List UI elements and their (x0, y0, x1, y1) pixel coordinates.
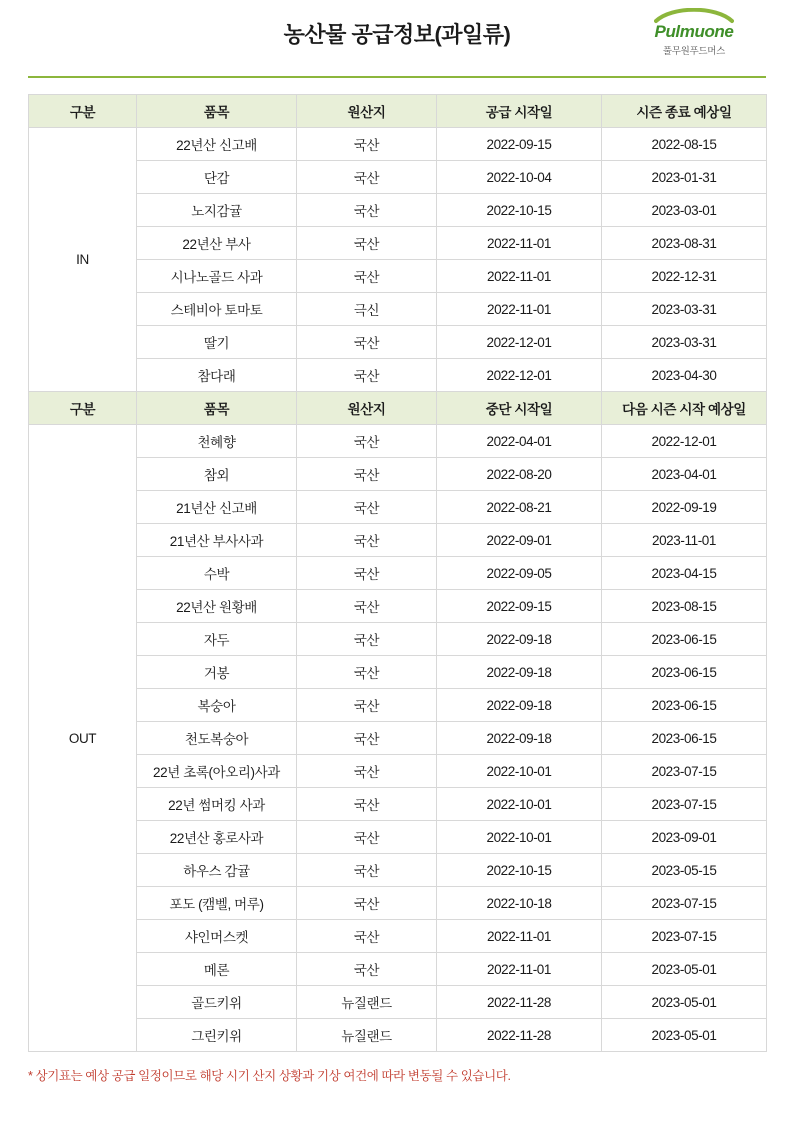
table-row (29, 953, 767, 986)
date-start-cell: 2022-11-01 (437, 227, 602, 260)
origin-cell: 국산 (297, 128, 437, 161)
origin-cell: 국산 (297, 788, 437, 821)
item-cell: 천혜향 (137, 425, 297, 458)
origin-cell: 뉴질랜드 (297, 1019, 437, 1052)
date-end-cell: 2022-08-15 (602, 128, 767, 161)
date-start-cell: 2022-10-01 (437, 821, 602, 854)
column-header: 품목 (137, 392, 297, 425)
date-end-cell: 2023-03-31 (602, 326, 767, 359)
date-start-cell: 2022-10-01 (437, 788, 602, 821)
item-cell: 딸기 (137, 326, 297, 359)
column-header: 품목 (137, 95, 297, 128)
date-start-cell: 2022-09-18 (437, 689, 602, 722)
brand-subtitle: 풀무원푸드머스 (662, 46, 726, 57)
date-end-cell: 2023-05-15 (602, 854, 767, 887)
date-end-cell: 2022-09-19 (602, 491, 767, 524)
date-start-cell: 2022-12-01 (437, 359, 602, 392)
item-cell: 메론 (137, 953, 297, 986)
item-cell: 시나노골드 사과 (137, 260, 297, 293)
item-cell: 천도복숭아 (137, 722, 297, 755)
item-cell: 수박 (137, 557, 297, 590)
date-end-cell: 2023-09-01 (602, 821, 767, 854)
table-row (29, 491, 767, 524)
origin-cell: 극신 (297, 293, 437, 326)
item-cell: 참외 (137, 458, 297, 491)
origin-cell: 국산 (297, 623, 437, 656)
item-cell: 21년산 신고배 (137, 491, 297, 524)
origin-cell: 국산 (297, 491, 437, 524)
origin-cell: 국산 (297, 821, 437, 854)
date-end-cell: 2023-04-30 (602, 359, 767, 392)
origin-cell: 국산 (297, 689, 437, 722)
date-start-cell: 2022-04-01 (437, 425, 602, 458)
date-end-cell: 2023-05-01 (602, 953, 767, 986)
origin-cell: 국산 (297, 953, 437, 986)
date-start-cell: 2022-11-01 (437, 920, 602, 953)
column-header: 구분 (29, 392, 137, 425)
origin-cell: 국산 (297, 755, 437, 788)
item-cell: 22년산 신고배 (137, 128, 297, 161)
date-end-cell: 2023-07-15 (602, 755, 767, 788)
item-cell: 샤인머스켓 (137, 920, 297, 953)
out-section-header (29, 392, 767, 425)
origin-cell: 국산 (297, 260, 437, 293)
footnote: * 상기표는 예상 공급 일정이므로 해당 시기 산지 상황과 기상 여건에 따라 변동될 수 있습니다. (28, 1069, 511, 1083)
origin-cell: 국산 (297, 524, 437, 557)
date-start-cell: 2022-10-18 (437, 887, 602, 920)
table-row (29, 161, 767, 194)
item-cell: 참다래 (137, 359, 297, 392)
origin-cell: 국산 (297, 161, 437, 194)
table-row (29, 755, 767, 788)
date-start-cell: 2022-10-01 (437, 755, 602, 788)
table-row (29, 722, 767, 755)
group-cell-in: IN (29, 128, 137, 392)
date-start-cell: 2022-09-05 (437, 557, 602, 590)
document-header (28, 0, 766, 72)
date-start-cell: 2022-10-15 (437, 854, 602, 887)
table-row (29, 128, 767, 161)
date-end-cell: 2023-04-01 (602, 458, 767, 491)
origin-cell: 국산 (297, 326, 437, 359)
date-end-cell: 2023-08-15 (602, 590, 767, 623)
table-row (29, 293, 767, 326)
table-row (29, 359, 767, 392)
date-start-cell: 2022-09-18 (437, 656, 602, 689)
date-end-cell: 2023-07-15 (602, 887, 767, 920)
date-end-cell: 2022-12-01 (602, 425, 767, 458)
date-start-cell: 2022-09-18 (437, 722, 602, 755)
date-start-cell: 2022-08-21 (437, 491, 602, 524)
table-row (29, 458, 767, 491)
date-end-cell: 2023-06-15 (602, 656, 767, 689)
column-header: 원산지 (297, 392, 437, 425)
table-row (29, 854, 767, 887)
date-start-cell: 2022-11-01 (437, 953, 602, 986)
table-row (29, 590, 767, 623)
item-cell: 자두 (137, 623, 297, 656)
item-cell: 골드키위 (137, 986, 297, 1019)
table-row (29, 689, 767, 722)
origin-cell: 국산 (297, 920, 437, 953)
page-title: 농산물 공급정보(과일류) (283, 22, 511, 47)
date-end-cell: 2023-01-31 (602, 161, 767, 194)
table-row (29, 788, 767, 821)
date-start-cell: 2022-09-01 (437, 524, 602, 557)
in-section-header (29, 95, 767, 128)
date-end-cell: 2023-06-15 (602, 689, 767, 722)
table-row (29, 524, 767, 557)
date-start-cell: 2022-11-01 (437, 293, 602, 326)
date-start-cell: 2022-08-20 (437, 458, 602, 491)
date-end-cell: 2023-03-31 (602, 293, 767, 326)
date-end-cell: 2023-06-15 (602, 722, 767, 755)
date-start-cell: 2022-11-01 (437, 260, 602, 293)
table-row (29, 656, 767, 689)
column-header: 시즌 종료 예상일 (602, 95, 767, 128)
date-start-cell: 2022-09-15 (437, 128, 602, 161)
item-cell: 22년산 부사 (137, 227, 297, 260)
date-start-cell: 2022-09-18 (437, 623, 602, 656)
table-row (29, 986, 767, 1019)
column-header: 중단 시작일 (437, 392, 602, 425)
group-cell-out: OUT (29, 425, 137, 1052)
origin-cell: 국산 (297, 854, 437, 887)
table-row (29, 887, 767, 920)
date-start-cell: 2022-12-01 (437, 326, 602, 359)
date-start-cell: 2022-09-15 (437, 590, 602, 623)
date-start-cell: 2022-11-28 (437, 1019, 602, 1052)
table-row (29, 326, 767, 359)
item-cell: 22년산 홍로사과 (137, 821, 297, 854)
date-end-cell: 2023-07-15 (602, 788, 767, 821)
item-cell: 단감 (137, 161, 297, 194)
table-row (29, 821, 767, 854)
item-cell: 거봉 (137, 656, 297, 689)
date-end-cell: 2022-12-31 (602, 260, 767, 293)
origin-cell: 국산 (297, 227, 437, 260)
date-start-cell: 2022-11-28 (437, 986, 602, 1019)
date-end-cell: 2023-05-01 (602, 1019, 767, 1052)
origin-cell: 국산 (297, 887, 437, 920)
origin-cell: 국산 (297, 425, 437, 458)
origin-cell: 뉴질랜드 (297, 986, 437, 1019)
table-row (29, 194, 767, 227)
date-end-cell: 2023-04-15 (602, 557, 767, 590)
table-row (29, 920, 767, 953)
column-header: 구분 (29, 95, 137, 128)
date-end-cell: 2023-03-01 (602, 194, 767, 227)
item-cell: 노지감귤 (137, 194, 297, 227)
supply-table (28, 94, 767, 1052)
table-row (29, 557, 767, 590)
date-start-cell: 2022-10-04 (437, 161, 602, 194)
item-cell: 22년산 원황배 (137, 590, 297, 623)
origin-cell: 국산 (297, 359, 437, 392)
date-end-cell: 2023-05-01 (602, 986, 767, 1019)
item-cell: 22년 썸머킹 사과 (137, 788, 297, 821)
origin-cell: 국산 (297, 590, 437, 623)
date-end-cell: 2023-06-15 (602, 623, 767, 656)
date-start-cell: 2022-10-15 (437, 194, 602, 227)
item-cell: 하우스 감귤 (137, 854, 297, 887)
column-header: 공급 시작일 (437, 95, 602, 128)
table-row (29, 227, 767, 260)
column-header: 다음 시즌 시작 예상일 (602, 392, 767, 425)
brand-logo (634, 8, 754, 57)
item-cell: 그린키위 (137, 1019, 297, 1052)
item-cell: 포도 (캠벨, 머루) (137, 887, 297, 920)
brand-name: Pulmuone (654, 22, 734, 41)
item-cell: 스테비아 토마토 (137, 293, 297, 326)
item-cell: 22년 초록(아오리)사과 (137, 755, 297, 788)
date-end-cell: 2023-08-31 (602, 227, 767, 260)
origin-cell: 국산 (297, 722, 437, 755)
table-row (29, 623, 767, 656)
date-end-cell: 2023-11-01 (602, 524, 767, 557)
table-row (29, 425, 767, 458)
date-end-cell: 2023-07-15 (602, 920, 767, 953)
item-cell: 복숭아 (137, 689, 297, 722)
origin-cell: 국산 (297, 458, 437, 491)
leaf-swoosh-icon (654, 8, 734, 24)
table-row (29, 1019, 767, 1052)
origin-cell: 국산 (297, 194, 437, 227)
item-cell: 21년산 부사사과 (137, 524, 297, 557)
origin-cell: 국산 (297, 557, 437, 590)
column-header: 원산지 (297, 95, 437, 128)
origin-cell: 국산 (297, 656, 437, 689)
table-row (29, 260, 767, 293)
header-divider (28, 76, 766, 78)
